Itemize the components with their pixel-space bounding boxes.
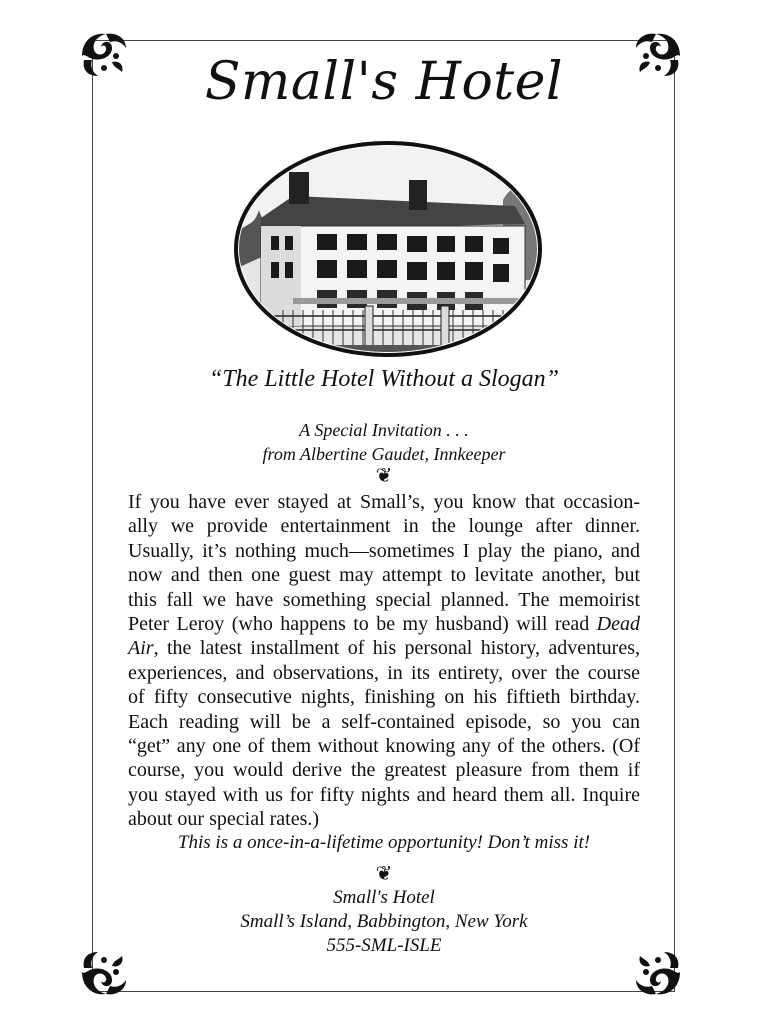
body-line: this fall we have something special planned. The memoirist [128, 588, 640, 611]
body-line: course, you would derive the greatest pleasure from them if [128, 759, 640, 782]
signoff-hotel-name: Small's Hotel [333, 887, 435, 908]
body-line: of fifty consecutive nights, finishing on his fiftieth birthday. [128, 686, 640, 709]
body-line: If you have ever stayed at Small’s, you know that occasion- [128, 491, 640, 513]
invitation-body [128, 490, 640, 832]
book-title: Dead [596, 613, 640, 636]
closing-line: This is a once-in-a-lifetime opportunity! Don’t miss it! [177, 832, 591, 853]
body-line: Usually, it’s nothing much—sometimes I play the piano, and [128, 539, 640, 562]
invitation-heading [0, 418, 768, 466]
fleuron-ornament: ❦ [375, 465, 393, 487]
body-line: Each reading will be a self-contained episode, so you can [128, 710, 640, 733]
body-line: “get” any one of them without knowing any of the others. (Of [128, 735, 640, 758]
body-line: Air, the latest installment of his personal history, adventures, [128, 637, 640, 660]
signoff-phone: 555-SML-ISLE [326, 935, 442, 956]
body-line: ally we provide entertainment in the lounge after dinner. [128, 515, 640, 538]
hotel-photograph [233, 140, 543, 358]
invitation-from-line: from Albertine Gaudet, Innkeeper [262, 444, 506, 464]
invitation-line: A Special Invitation . . . [299, 420, 469, 440]
signoff-address: Small’s Island, Babbington, New York [240, 911, 528, 932]
book-title: Air [128, 637, 154, 660]
body-line: now and then one guest may attempt to levitate another, but [128, 564, 640, 587]
page-title: Small's Hotel [204, 52, 564, 112]
body-line: about our special rates.) [128, 808, 320, 831]
hotel-slogan: “The Little Hotel Without a Slogan” [208, 366, 560, 392]
signoff-block [0, 886, 768, 958]
body-line: Peter Leroy (who happens to be my husband) will read Dead [128, 613, 640, 636]
body-line: you stayed with us for fifty nights and heard them all. Inquire [128, 783, 640, 806]
fleuron-ornament: ❦ [375, 863, 393, 885]
body-line: experiences, and observations, in its entirety, over the course [128, 661, 640, 684]
